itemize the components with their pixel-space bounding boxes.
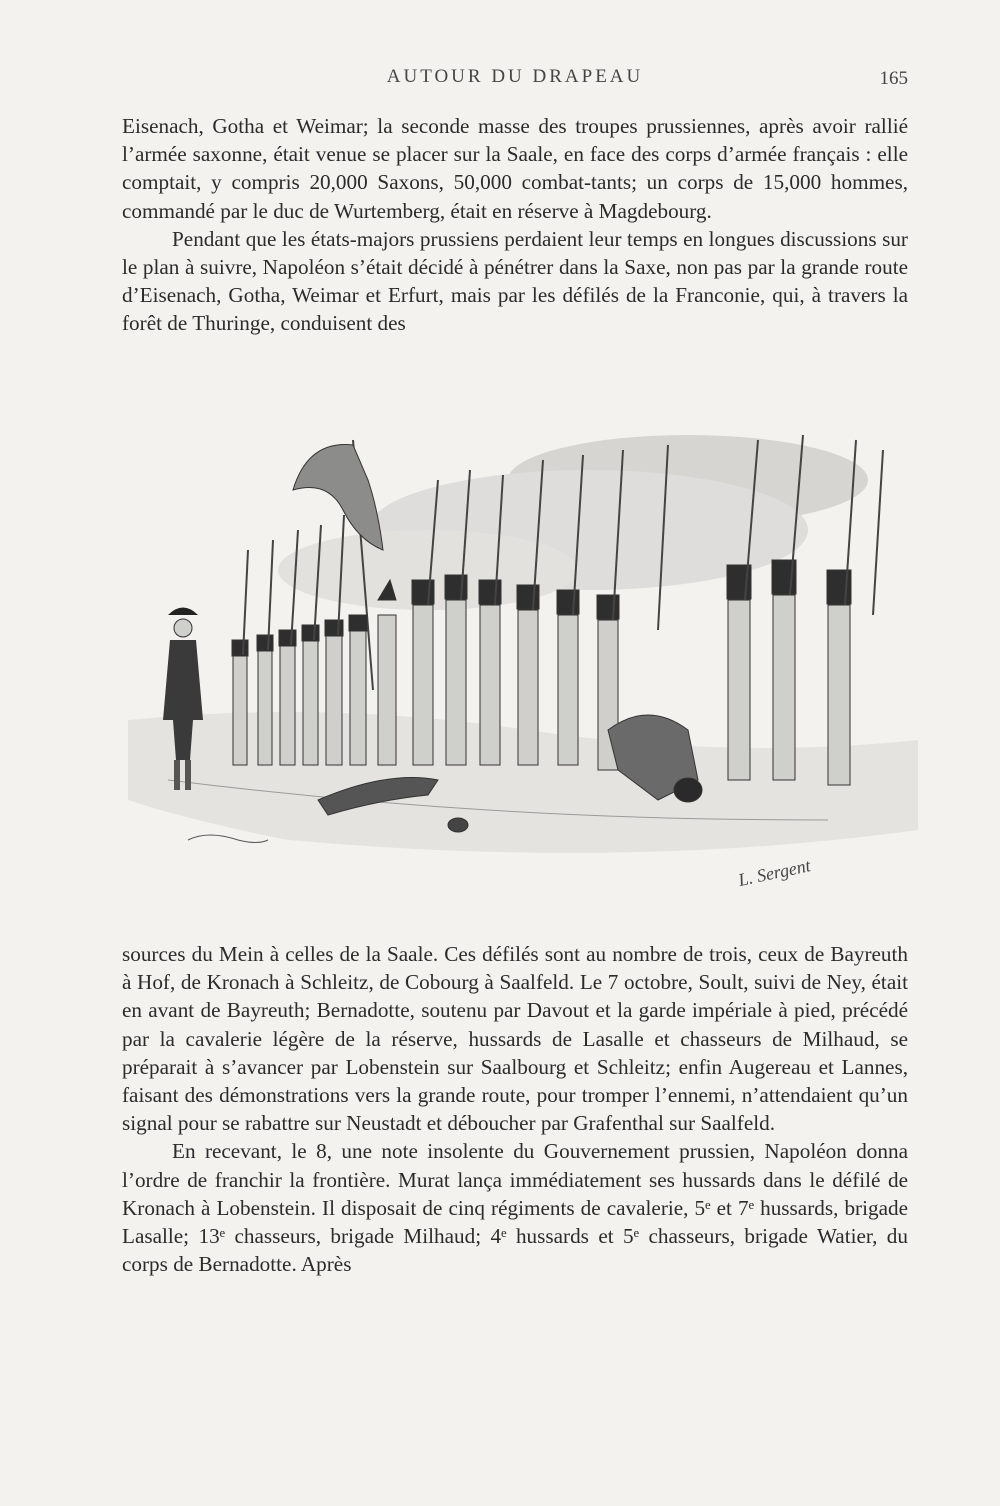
artist-flourish <box>188 835 268 843</box>
text-block-bottom <box>122 940 908 1278</box>
soldiers-engraving <box>128 400 918 910</box>
page-number: 165 <box>879 68 908 89</box>
paragraph: sources du Mein à celles de la Saale. Ces défilés sont au nombre de trois, ceux de Bayreuth à Hof, de Kronach à Schleitz, de Cobourg à Saalfeld. Le 7 octobre, Soult, suivi de Ney, était en avant de Bayreuth; Bernadotte, soutenu par Davout et la garde impériale à pied, précédé par la cavalerie légère de la réserve, hussards de Lasalle et chasseurs de Milhaud, se préparait à s’avancer par Lobenstein sur Saalbourg et Schleitz; enfin Augereau et Lannes, faisant des démonstrations vers la grande route, pour tromper l’ennemi, n’attendaient qu’un signal pour se rabattre sur Neustadt et déboucher par Grafenthal sur Saalfeld. <box>122 942 908 1136</box>
paragraph: Pendant que les états-majors prussiens perdaient leur temps en longues discussions sur le plan à suivre, Napoléon s’était décidé à pénétrer dans la Saxe, non pas par la grande route d’Eisenach, Gotha, Weimar et Erfurt, mais par les défilés de la Franconie, qui, à travers la forêt de Thuringe, conduisent des <box>122 226 908 336</box>
page-header <box>122 66 908 96</box>
running-title: AUTOUR DU DRAPEAU <box>386 66 644 87</box>
paragraph: Eisenach, Gotha et Weimar; la seconde masse des troupes prussiennes, après avoir rallié l’armée saxonne, était venue se placer sur la Saale, en face des corps d’armée français : elle comptait, y compris 20,000 Saxons, 50,000 combat-tants; un corps de 15,000 hommes, commandé par le duc de Wurtemberg, était en réserve à Magdebourg. <box>122 114 908 223</box>
paragraph: En recevant, le 8, une note insolente du Gouvernement prussien, Napoléon donna l’ordre de franchir la frontière. Murat lança immédiatement ses hussards dans le défilé de Kronach à Lobenstein. Il disposait de cinq régiments de cavalerie, 5ᵉ et 7ᵉ hussards, brigade Lasalle; 13ᵉ chasseurs, brigade Milhaud; 4ᵉ hussards et 5ᵉ chasseurs, brigade Watier, du corps de Bernadotte. Après <box>122 1139 908 1277</box>
artist-signature: L. Sergent <box>736 855 813 891</box>
battle-illustration <box>128 400 918 910</box>
text-block-top <box>122 112 908 338</box>
